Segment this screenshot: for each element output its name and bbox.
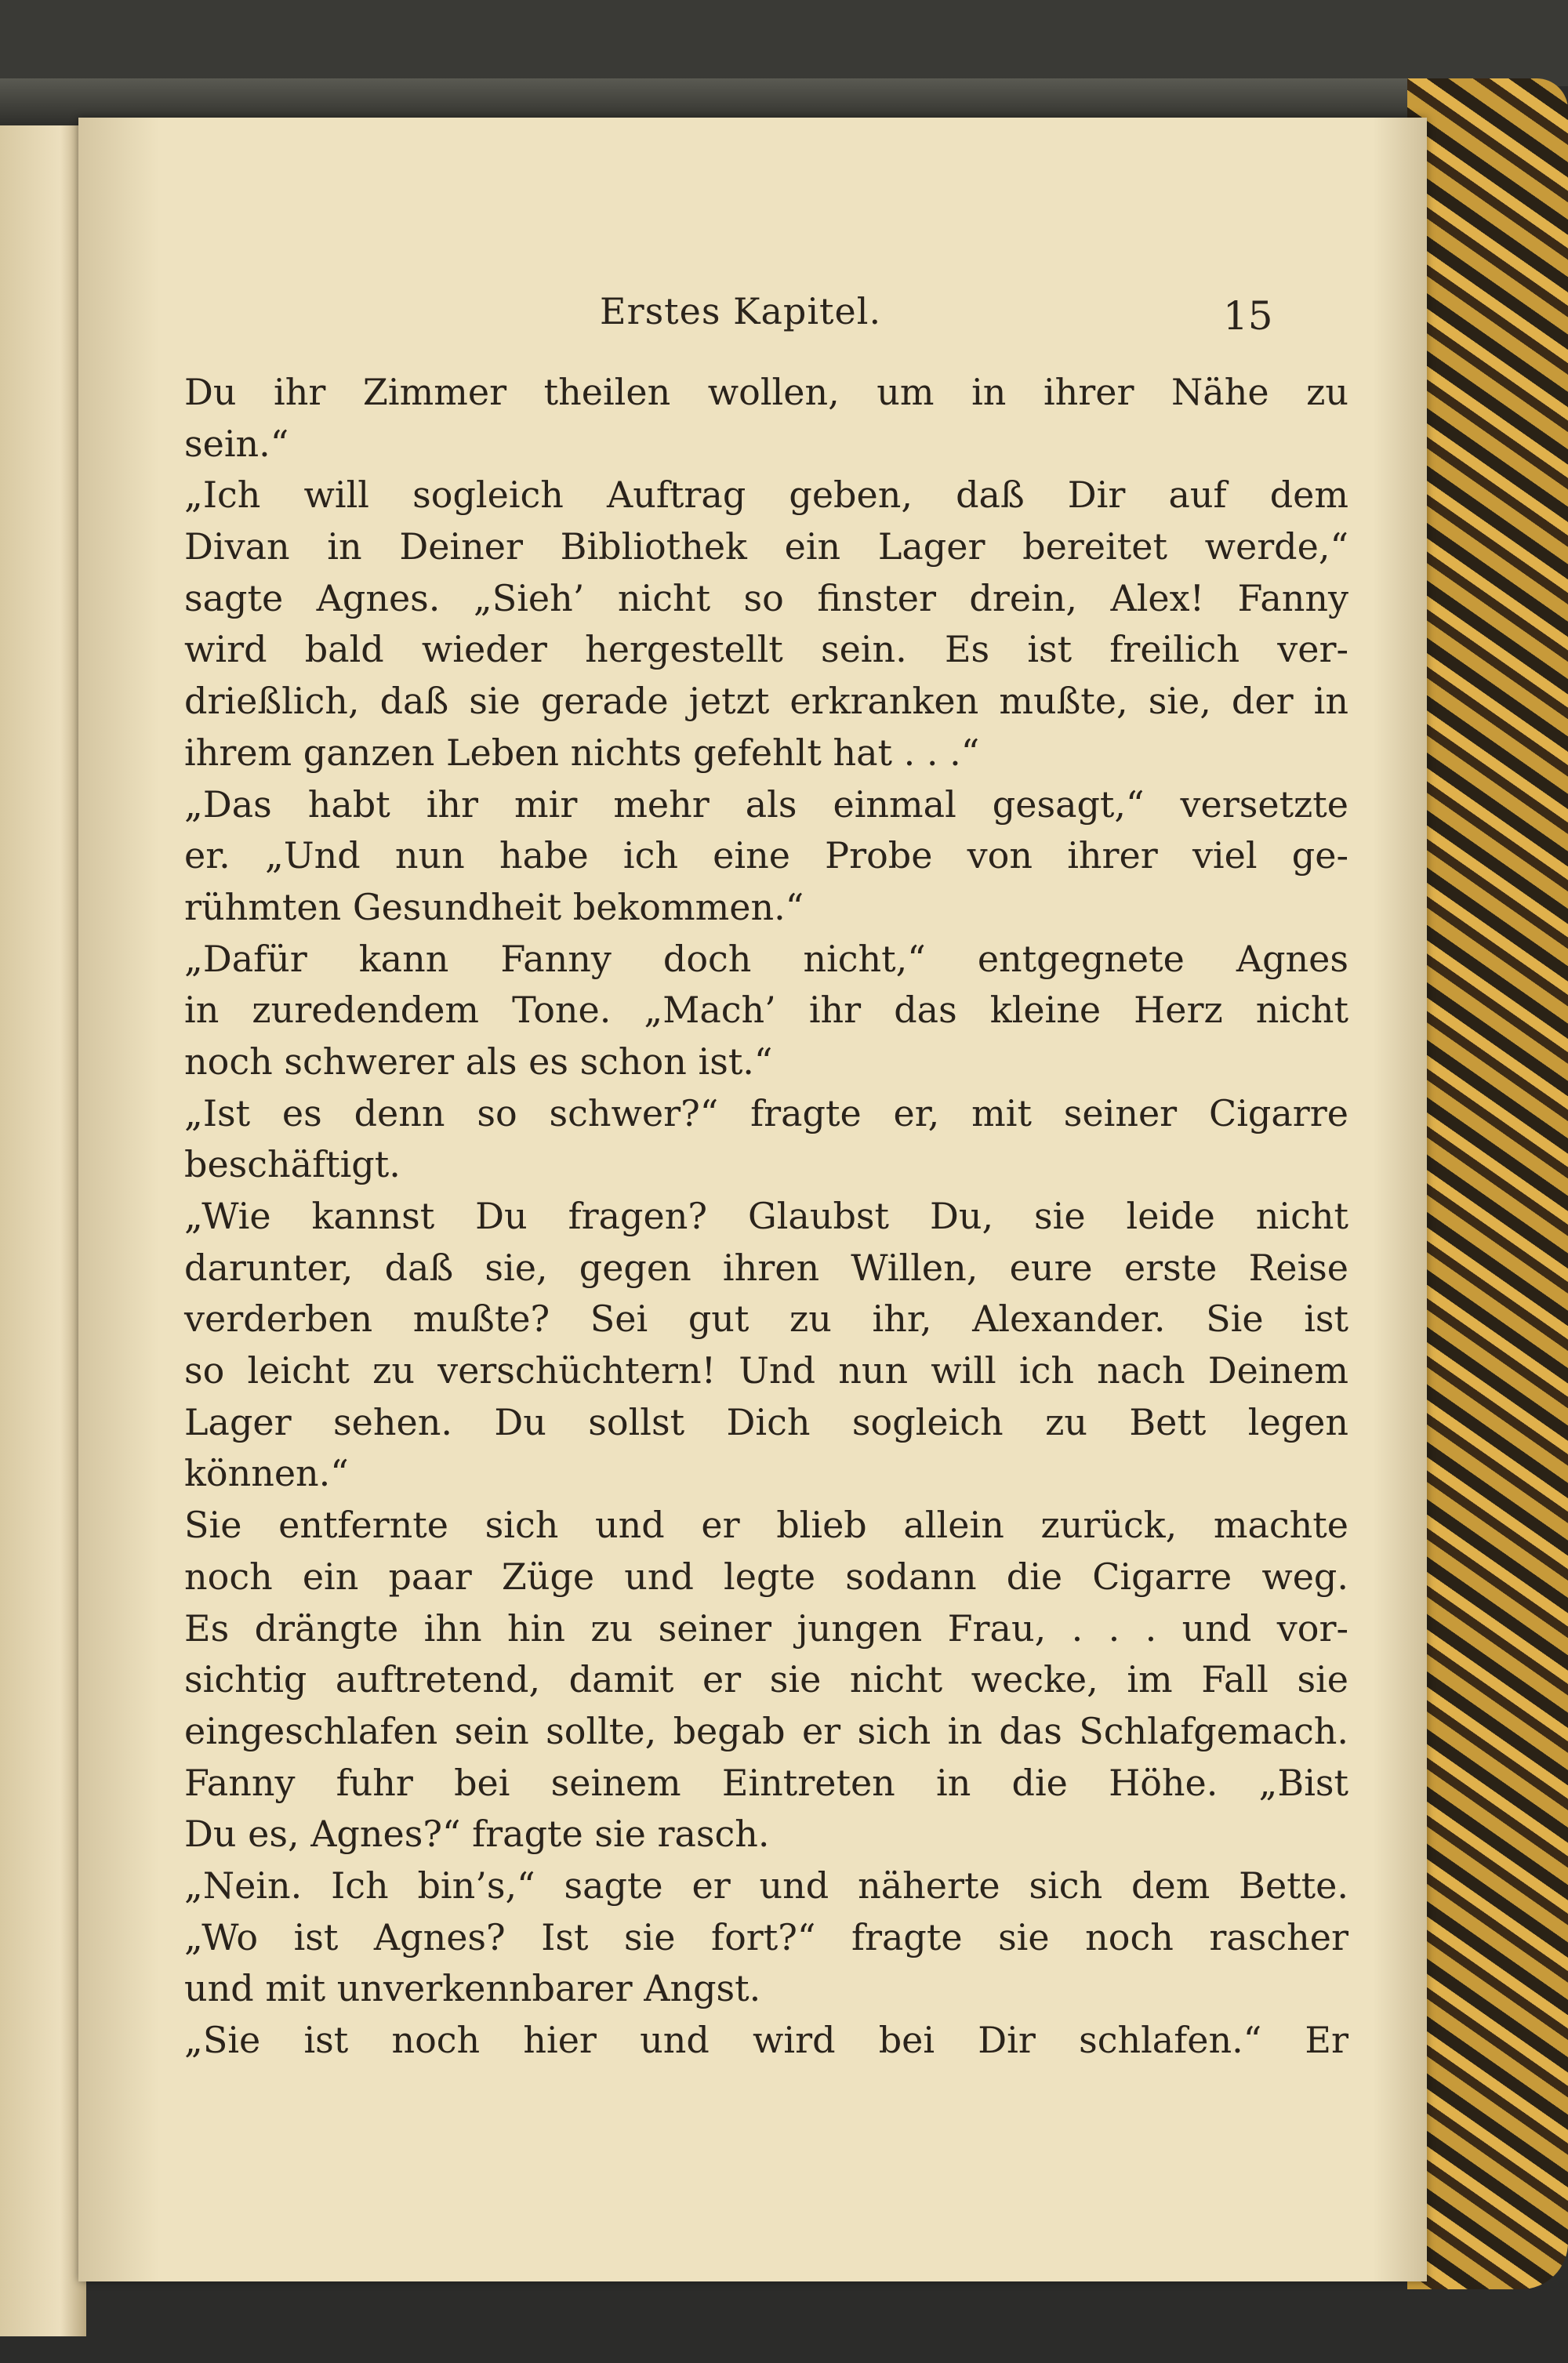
running-head: Erstes Kapitel. [600,290,882,332]
text-line: „Das habt ihr mir mehr als einmal gesagt,“ versetzte [184,782,1348,826]
text-line: Fanny fuhr bei seinem Eintreten in die Höhe. „Bist [184,1761,1348,1804]
body-text [184,367,1348,2067]
text-line: „Dafür kann Fanny doch nicht,“ entgegnete Agnes [184,937,1348,980]
text-line: „Wo ist Agnes? Ist sie fort?“ fragte sie noch rascher [184,1915,1348,1958]
text-line: rühmten Gesundheit bekommen.“ [184,885,804,928]
text-line: „Nein. Ich bin’s,“ sagte er und näherte sich dem Bette. [184,1864,1348,1907]
book-page [78,118,1427,2281]
marbled-cover-edge [1407,78,1568,2289]
text-line: in zuredendem Tone. „Mach’ ihr das kleine Herz nicht [184,989,1348,1032]
text-line: drießlich, daß sie gerade jetzt erkranken mußte, sie, der in [184,680,1348,723]
text-line: sichtig auftretend, damit er sie nicht wecke, im Fall sie [184,1658,1348,1701]
text-line: noch schwerer als es schon ist.“ [184,1040,773,1083]
text-line: sagte Agnes. „Sieh’ nicht so finster drein, Alex! Fanny [184,576,1348,619]
text-line: Es drängte ihn hin zu seiner jungen Frau, . . . und vor- [184,1606,1348,1650]
left-page-edge [0,125,86,2336]
text-line: „Ist es denn so schwer?“ fragte er, mit seiner Cigarre [184,1091,1348,1134]
text-line: Du es, Agnes?“ fragte sie rasch. [184,1813,770,1856]
text-line: sein.“ [184,422,289,465]
text-line: wird bald wieder hergestellt sein. Es ist freilich ver- [184,628,1348,671]
text-line: und mit unverkennbarer Angst. [184,1967,761,2010]
text-line: „Wie kannst Du fragen? Glaubst Du, sie leide nicht [184,1195,1348,1237]
text-line: noch ein paar Züge und legte sodann die Cigarre weg. [184,1555,1348,1598]
text-line: Lager sehen. Du sollst Dich sogleich zu Bett legen [184,1400,1348,1443]
text-line: eingeschlafen sein sollte, begab er sich in das Schlafgemach. [184,1709,1348,1752]
text-line: Du ihr Zimmer theilen wollen, um in ihrer Nähe zu [184,371,1348,413]
text-line: ihrem ganzen Leben nichts gefehlt hat . . .“ [184,731,980,774]
text-line: verderben mußte? Sei gut zu ihr, Alexander. Sie ist [184,1298,1348,1341]
page-number: 15 [1223,293,1273,339]
page-header [78,290,1427,345]
text-line: so leicht zu verschüchtern! Und nun will ich nach Deinem [184,1349,1348,1392]
text-line: beschäftigt. [184,1143,401,1186]
text-line: er. „Und nun habe ich eine Probe von ihrer viel ge- [184,834,1348,877]
text-line: darunter, daß sie, gegen ihren Willen, eure erste Reise [184,1246,1348,1289]
text-line: „Sie ist noch hier und wird bei Dir schlafen.“ Er [184,2019,1348,2061]
text-line: Divan in Deiner Bibliothek ein Lager bereitet werde,“ [184,525,1348,568]
text-line: können.“ [184,1452,349,1495]
text-line: Sie entfernte sich und er blieb allein zurück, machte [184,1504,1348,1547]
text-line: „Ich will sogleich Auftrag geben, daß Dir auf dem [184,474,1348,517]
